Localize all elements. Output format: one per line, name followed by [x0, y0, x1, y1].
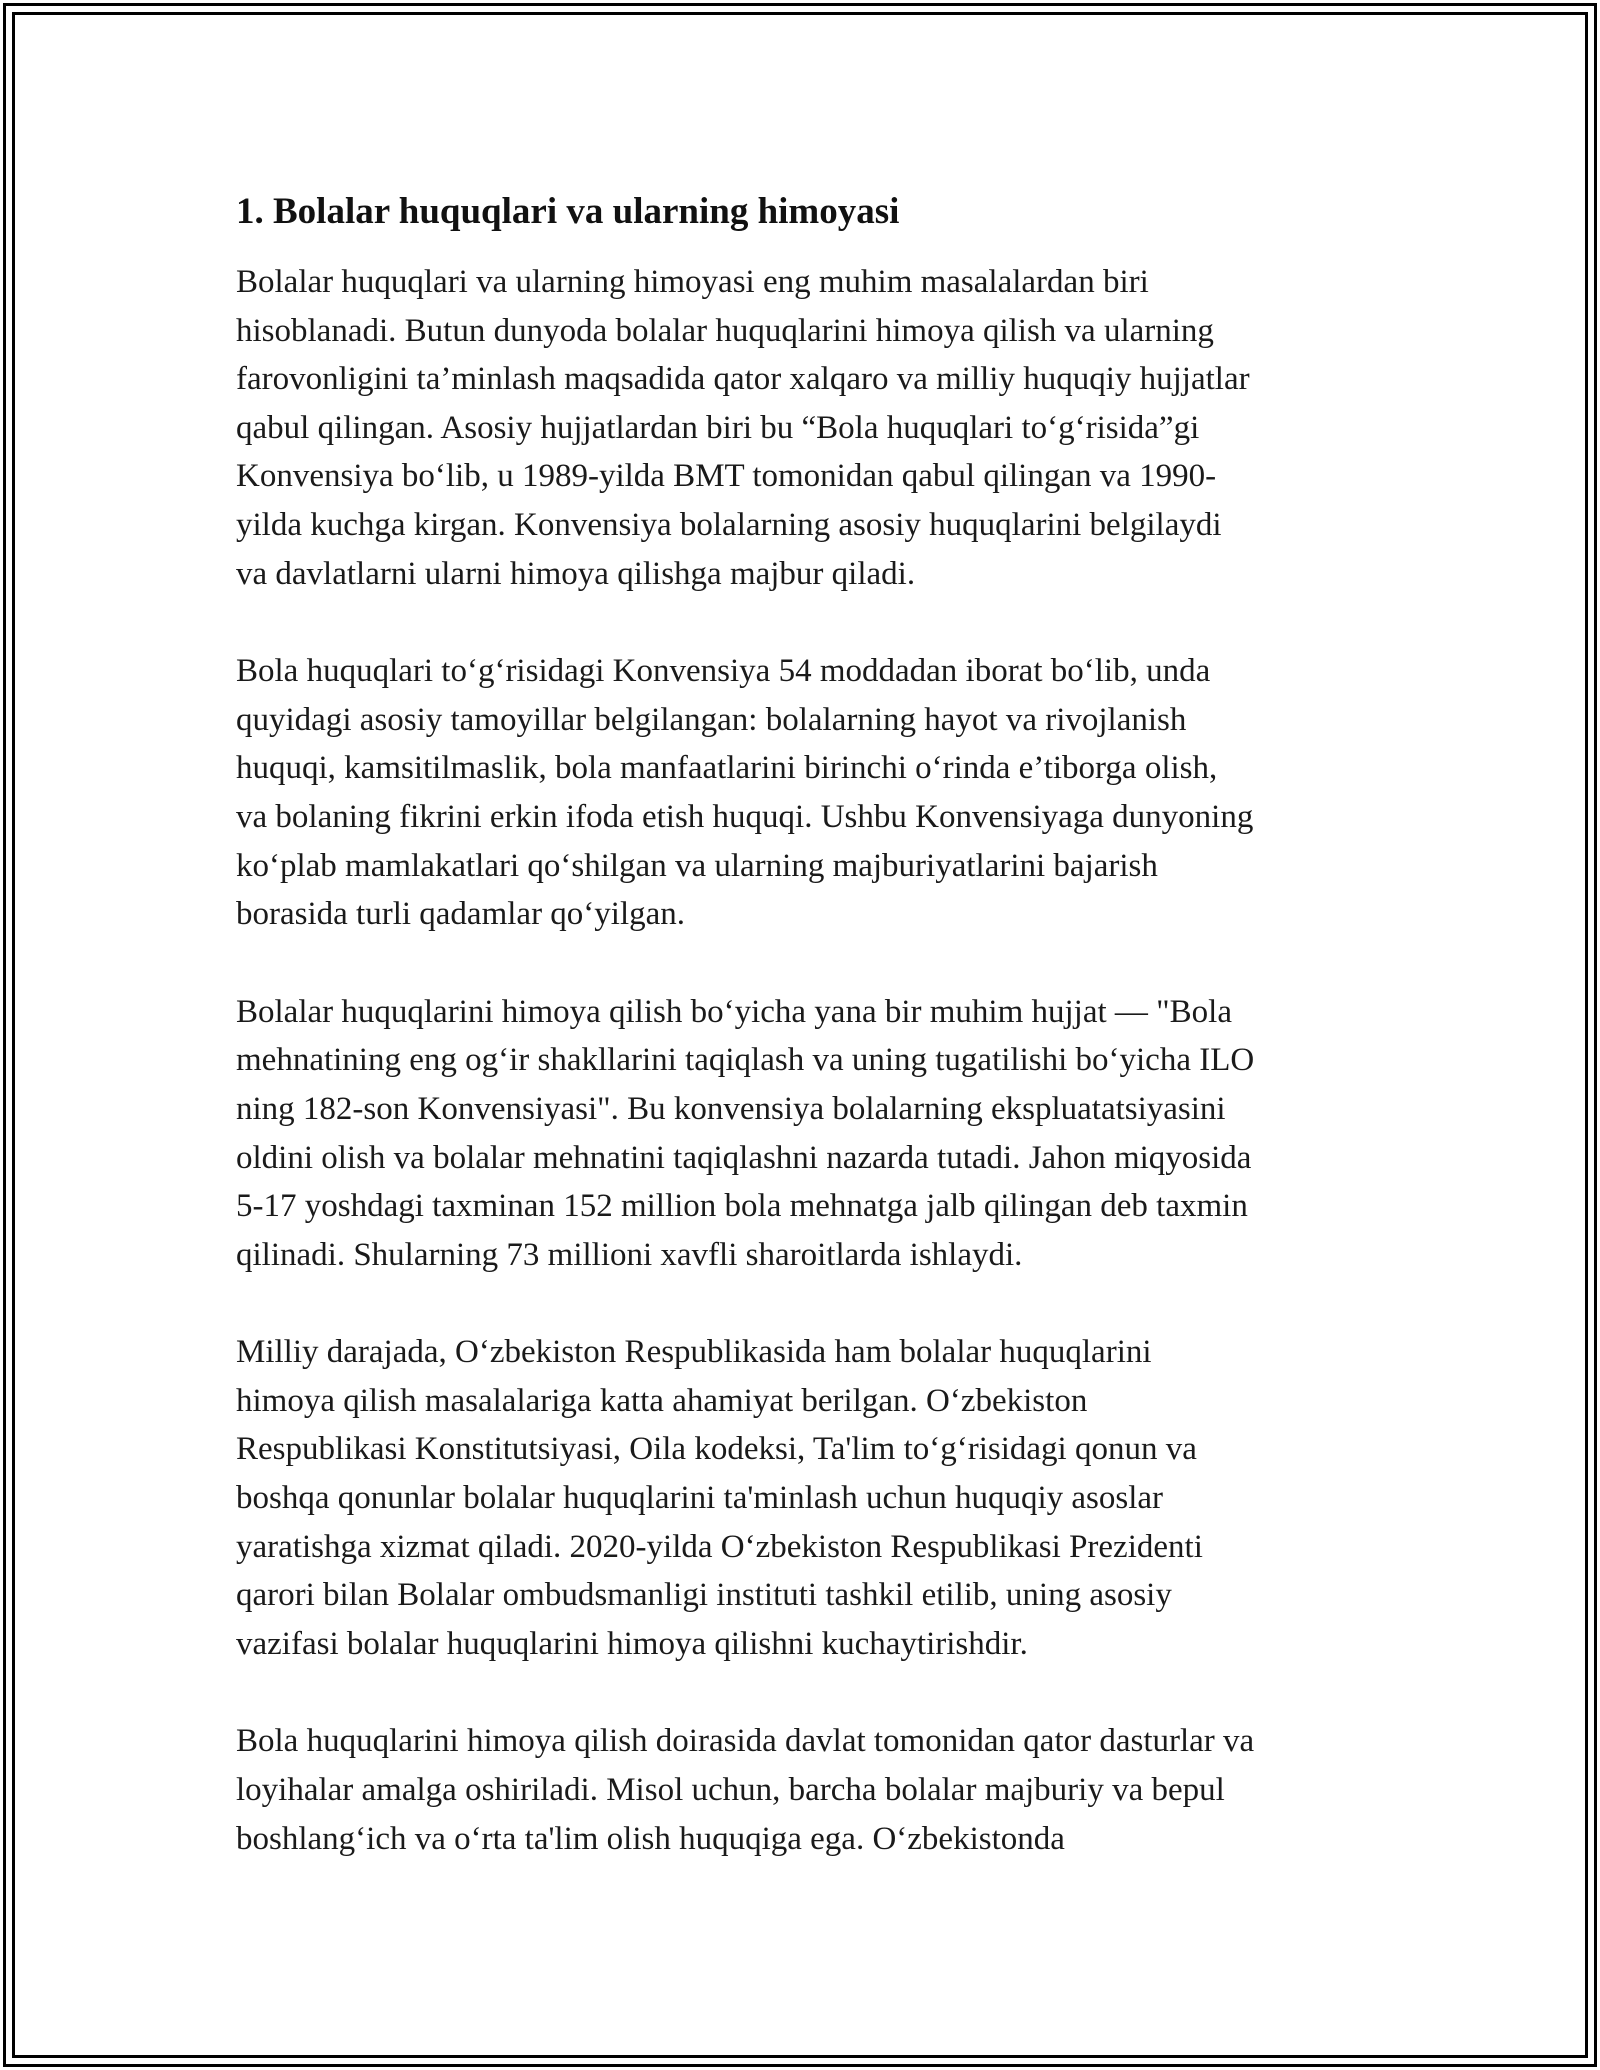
paragraph-line: Konvensiya bo‘lib, u 1989-yilda BMT tomonidan qabul qilingan va 1990-: [236, 458, 1217, 495]
paragraph-line: boshlang‘ich va o‘rta ta'lim olish huquqiga ega. O‘zbekistonda: [236, 1820, 1065, 1857]
paragraph: [236, 988, 1376, 1280]
paragraph-line: qilinadi. Shularning 73 millioni xavfli sharoitlarda ishlaydi.: [236, 1236, 1023, 1273]
paragraph-line: qabul qilingan. Asosiy hujjatlardan biri bu “Bola huquqlari to‘g‘risida”gi: [236, 409, 1200, 446]
paragraph: [236, 1717, 1376, 1863]
paragraph-line: ko‘plab mamlakatlari qo‘shilgan va ularning majburiyatlarini bajarish: [236, 847, 1158, 884]
paragraph-line: yilda kuchga kirgan. Konvensiya bolalarning asosiy huquqlarini belgilaydi: [236, 506, 1222, 543]
paragraph-line: Milliy darajada, O‘zbekiston Respublikasida ham bolalar huquqlarini: [236, 1334, 1152, 1371]
paragraph-line: hisoblanadi. Butun dunyoda bolalar huquqlarini himoya qilish va ularning: [236, 312, 1214, 349]
paragraph-line: Bola huquqlarini himoya qilish doirasida davlat tomonidan qator dasturlar va: [236, 1723, 1255, 1760]
document-body: [236, 186, 1376, 1912]
paragraph-line: qarori bilan Bolalar ombudsmanligi instituti tashkil etilib, uning asosiy: [236, 1577, 1172, 1614]
paragraph: [236, 258, 1376, 598]
paragraph: [236, 1328, 1376, 1668]
paragraph-line: borasida turli qadamlar qo‘yilgan.: [236, 896, 686, 933]
paragraph-line: vazifasi bolalar huquqlarini himoya qilishni kuchaytirishdir.: [236, 1625, 1028, 1662]
paragraph-line: 5-17 yoshdagi taxminan 152 million bola mehnatga jalb qilingan deb taxmin: [236, 1188, 1248, 1225]
paragraph-line: loyihalar amalga oshiriladi. Misol uchun, barcha bolalar majburiy va bepul: [236, 1772, 1225, 1809]
paragraph-line: Respublikasi Konstitutsiyasi, Oila kodeksi, Ta'lim to‘g‘risidagi qonun va: [236, 1431, 1197, 1468]
paragraph-line: yaratishga xizmat qiladi. 2020-yilda O‘zbekiston Respublikasi Prezidenti: [236, 1528, 1203, 1565]
paragraph-line: oldini olish va bolalar mehnatini taqiqlashni nazarda tutadi. Jahon miqyosida: [236, 1139, 1252, 1176]
paragraph-line: Bolalar huquqlarini himoya qilish bo‘yicha yana bir muhim hujjat — "Bola: [236, 993, 1232, 1030]
paragraph-list: [236, 258, 1376, 1863]
paragraph-line: himoya qilish masalalariga katta ahamiyat berilgan. O‘zbekiston: [236, 1382, 1088, 1419]
paragraph: [236, 647, 1376, 939]
paragraph-line: va davlatlarni ularni himoya qilishga majbur qiladi.: [236, 555, 916, 592]
paragraph-line: ning 182-son Konvensiyasi". Bu konvensiya bolalarning ekspluatatsiyasini: [236, 1090, 1226, 1127]
section-heading: 1. Bolalar huquqlari va ularning himoyasi: [236, 191, 900, 232]
paragraph-line: Bola huquqlari to‘g‘risidagi Konvensiya 54 moddadan iborat bo‘lib, unda: [236, 653, 1211, 690]
paragraph-line: farovonligini ta’minlash maqsadida qator xalqaro va milliy huquqiy hujjatlar: [236, 361, 1250, 398]
paragraph-line: va bolaning fikrini erkin ifoda etish huquqi. Ushbu Konvensiyaga dunyoning: [236, 798, 1254, 835]
paragraph-line: Bolalar huquqlari va ularning himoyasi eng muhim masalalardan biri: [236, 264, 1149, 300]
paragraph-line: mehnatining eng og‘ir shakllarini taqiqlash va uning tugatilishi bo‘yicha ILO: [236, 1042, 1255, 1079]
paragraph-line: huquqi, kamsitilmaslik, bola manfaatlarini birinchi o‘rinda e’tiborga olish,: [236, 750, 1218, 787]
paragraph-line: quyidagi asosiy tamoyillar belgilangan: bolalarning hayot va rivojlanish: [236, 701, 1187, 738]
paragraph-line: boshqa qonunlar bolalar huquqlarini ta'minlash uchun huquqiy asoslar: [236, 1480, 1164, 1517]
